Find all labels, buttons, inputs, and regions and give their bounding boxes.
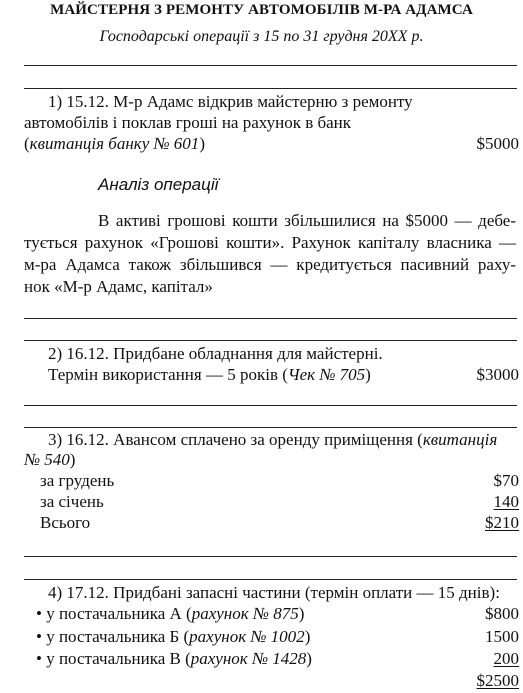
analysis-line-1: В активі грошові кошти збільшилися на $5000 — дебе- (98, 211, 516, 230)
op4-line1: 4) 17.12. Придбані запасні частини (термін оплати — 15 днів): (48, 583, 500, 602)
op1-line1: 1) 15.12. М-р Адамс відкрив майстерню з ремонту (48, 92, 413, 111)
op1-line2: автомобілів і поклав гроші на рахунок в банк (24, 113, 352, 132)
divider (24, 579, 517, 580)
op1-amount: $5000 (476, 134, 519, 153)
bullet-icon: • (36, 649, 42, 668)
divider (24, 318, 517, 319)
bullet-icon: • (36, 627, 42, 646)
divider (24, 427, 517, 428)
op2-document-ref: Чек № 705 (287, 365, 366, 384)
op3-line2: № 540) (24, 450, 76, 469)
op3-document-ref: № 540 (24, 450, 70, 469)
op3-row-amount: 140 (493, 492, 519, 511)
divider (24, 405, 517, 406)
op3-row-label: за січень (40, 492, 104, 511)
op4-item-amount: $800 (485, 604, 519, 623)
op1-document-ref: квитанція банку № 601 (29, 134, 200, 153)
page-subtitle: Господарські операції з 15 по 31 грудня 20ХХ р. (99, 28, 424, 45)
op3-total-amount: $210 (485, 513, 519, 532)
op1-doc-line: (квитанція банку № 601) (24, 134, 205, 153)
op3-row-label: за грудень (40, 471, 115, 490)
op2-amount: $3000 (476, 365, 519, 384)
analysis-line-2: тується рахунок «Грошові кошти». Рахунок капіталу власника — (24, 233, 516, 252)
op4-list-item: • у постачальника Б (рахунок № 1002) (36, 627, 311, 646)
divider (24, 65, 517, 66)
analysis-line-3: м-ра Адамса також збільшився — кредитується пасивний раху- (24, 255, 516, 274)
divider (24, 556, 517, 557)
op2-line2: Термін використання — 5 років (Чек № 705) (48, 365, 371, 384)
op3-line1: 3) 16.12. Авансом сплачено за оренду приміщення (квитанція (48, 430, 498, 449)
analysis-line-4: нок «М-р Адамс, капітал» (24, 277, 213, 296)
op4-item-amount: 1500 (485, 627, 519, 646)
op4-item-amount: 200 (493, 649, 519, 668)
analysis-heading: Аналіз операції (98, 175, 219, 194)
page-title: МАЙСТЕРНЯ З РЕМОНТУ АВТОМОБІЛІВ М-РА АДАМСА (50, 2, 473, 18)
op3-total-label: Всього (40, 513, 91, 532)
op3-row-amount: $70 (493, 471, 519, 490)
bullet-icon: • (36, 604, 42, 623)
op4-total-amount: $2500 (476, 671, 519, 690)
op4-list-item: • у постачальника В (рахунок № 1428) (36, 649, 312, 668)
op4-list-item: • у постачальника А (рахунок № 875) (36, 604, 305, 623)
op2-line1: 2) 16.12. Придбане обладнання для майстерні. (48, 344, 383, 363)
divider (24, 340, 517, 341)
divider (24, 88, 517, 89)
